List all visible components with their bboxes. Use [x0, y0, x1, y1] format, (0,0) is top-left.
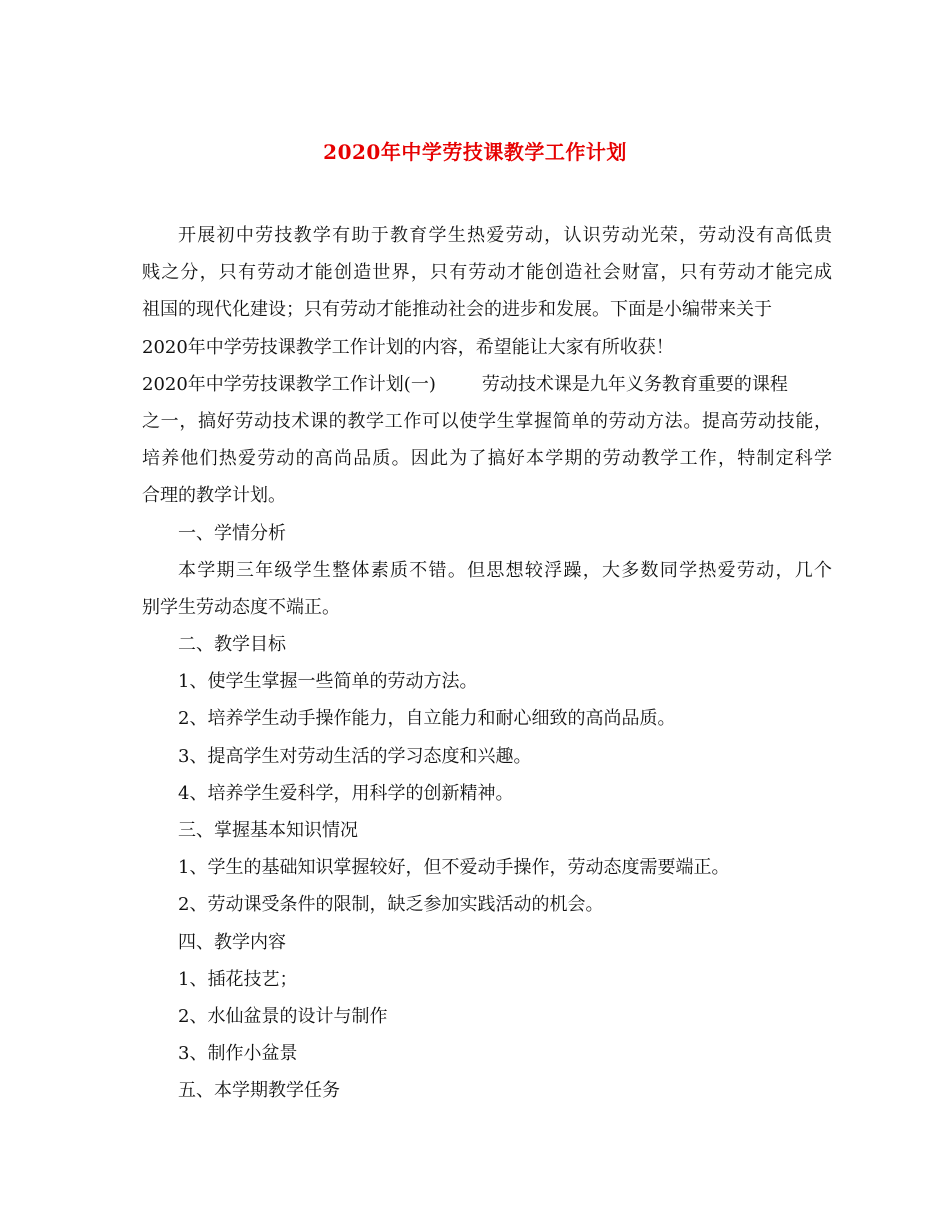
document-title: 2020年中学劳技课教学工作计划 [323, 140, 627, 164]
section-heading: 一、学情分析 [178, 522, 286, 544]
intro-line: 贱之分，只有劳动才能创造世界，只有劳动才能创造社会财富，只有劳动才能完成 [142, 262, 832, 284]
list-item: 3、提高学生对劳动生活的学习态度和兴趣。 [178, 745, 532, 767]
list-item: 1、插花技艺； [178, 968, 298, 990]
intro-line: 2020年中学劳技课教学工作计划的内容，希望能让大家有所收获！ [142, 336, 674, 358]
list-item: 2、劳动课受条件的限制，缺乏参加实践活动的机会。 [178, 894, 604, 916]
section-heading: 四、教学内容 [178, 931, 286, 953]
list-item: 2、培养学生动手操作能力，自立能力和耐心细致的高尚品质。 [178, 708, 676, 730]
section-heading: 三、掌握基本知识情况 [178, 820, 358, 841]
document-body [142, 217, 832, 1110]
plan-line: 合理的教学计划。 [142, 485, 286, 507]
plan-line: 之一，搞好劳动技术课的教学工作可以使学生掌握简单的劳动方法。提高劳动技能， [142, 410, 832, 432]
plan-line: 劳动技术课是九年义务教育重要的课程 [481, 373, 788, 395]
section-line: 别学生劳动态度不端正。 [142, 596, 340, 618]
list-item: 2、水仙盆景的设计与制作 [178, 1005, 388, 1027]
plan-heading: 2020年中学劳技课教学工作计划(一) [142, 373, 436, 395]
plan-heading-line [142, 366, 832, 403]
intro-line: 祖国的现代化建设；只有劳动才能推动社会的进步和发展。下面是小编带来关于 [142, 299, 772, 321]
intro-line: 开展初中劳技教学有助于教育学生热爱劳动，认识劳动光荣，劳动没有高低贵 [178, 225, 832, 246]
list-item: 1、使学生掌握一些简单的劳动方法。 [178, 671, 478, 693]
list-item: 3、制作小盆景 [178, 1043, 298, 1065]
section-line: 本学期三年级学生整体素质不错。但思想较浮躁，大多数同学热爱劳动，几个 [178, 559, 832, 581]
list-item: 4、培养学生爱科学，用科学的创新精神。 [178, 782, 514, 804]
plan-line: 培养他们热爱劳动的高尚品质。因此为了搞好本学期的劳动教学工作，特制定科学 [142, 448, 832, 470]
list-item: 1、学生的基础知识掌握较好，但不爱动手操作，劳动态度需要端正。 [178, 857, 730, 879]
section-heading: 五、本学期教学任务 [178, 1080, 340, 1102]
section-heading: 二、教学目标 [178, 634, 286, 656]
